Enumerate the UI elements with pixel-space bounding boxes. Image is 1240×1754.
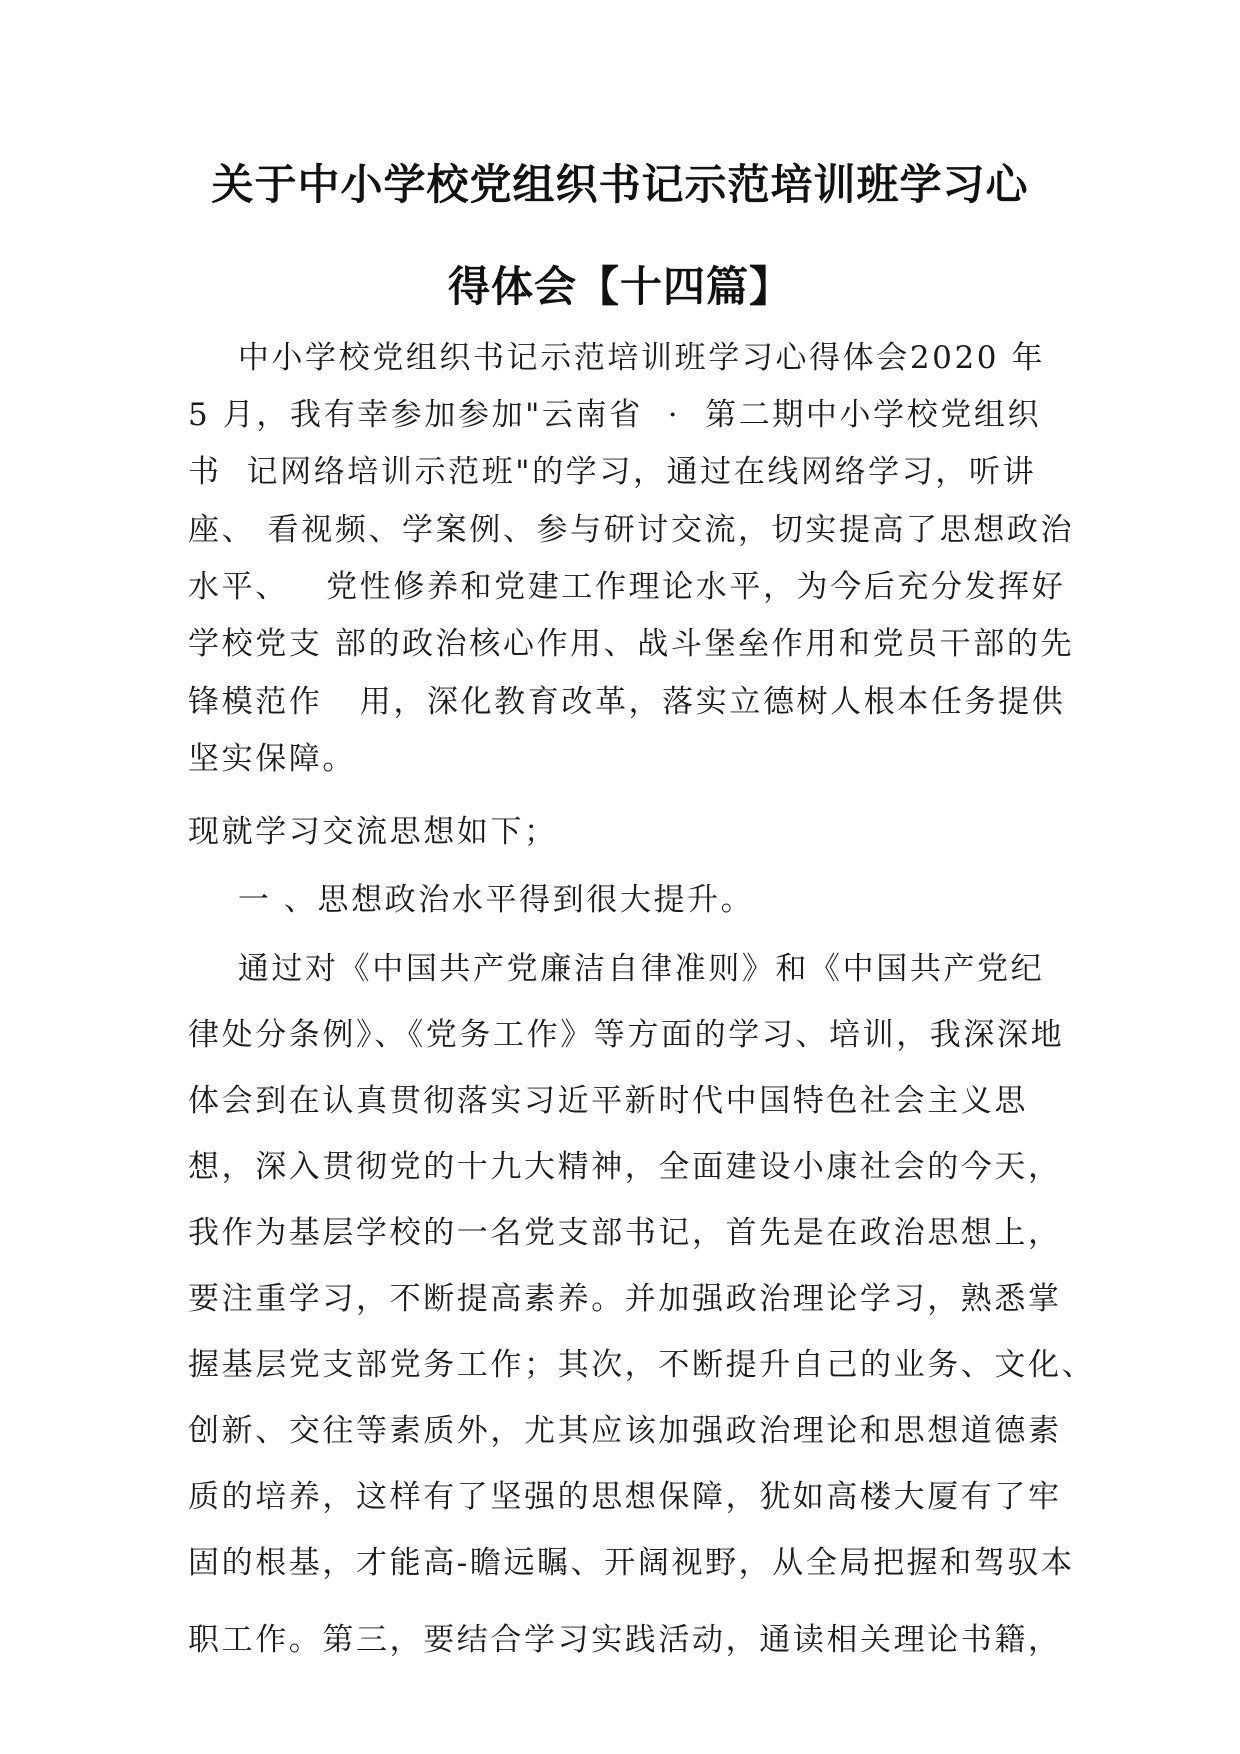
body-line: 要注重学习，不断提高素养。并加强政治理论学习，熟悉掌 bbox=[188, 1281, 1062, 1317]
section-heading: 一 、思想政治水平得到很大提升。 bbox=[188, 882, 755, 918]
body-line: 书 记网络培训示范班"的学习，通过在线网络学习，听讲 bbox=[188, 454, 1037, 490]
body-line: 坚实保障。 bbox=[188, 741, 356, 777]
body-line: 通过对《中国共产党廉洁自律准则》和《中国共产党纪 bbox=[188, 951, 1045, 987]
body-line: 中小学校党组织书记示范培训班学习心得体会2020 年 bbox=[188, 340, 1046, 376]
body-line: 质的培养，这样有了坚强的思想保障，犹如高楼大厦有了牢 bbox=[188, 1479, 1062, 1515]
body-line: 职工作。第三，要结合学习实践活动，通读相关理论书籍， bbox=[188, 1622, 1062, 1658]
body-line: 学校党支 部的政治核心作用、战斗堡垒作用和党员干部的先 bbox=[188, 626, 1075, 662]
body-line: 我作为基层学校的一名党支部书记，首先是在政治思想上， bbox=[188, 1215, 1062, 1251]
body-line: 水平、 党性修养和党建工作理论水平，为今后充分发挥好 bbox=[188, 569, 1066, 605]
body-line: 座、 看视频、学案例、参与研讨交流，切实提高了思想政治 bbox=[188, 512, 1075, 548]
body-line: 体会到在认真贯彻落实习近平新时代中国特色社会主义思 bbox=[188, 1083, 1028, 1119]
body-line: 握基层党支部党务工作；其次，不断提升自己的业务、文化、 bbox=[188, 1347, 1096, 1383]
body-line: 固的根基，才能高-瞻远瞩、开阔视野，从全局把握和驾驭本 bbox=[188, 1545, 1075, 1581]
body-line: 5 月，我有幸参加参加"云南省 · 第二期中小学校党组织 bbox=[188, 397, 1042, 433]
body-line: 现就学习交流思想如下； bbox=[188, 814, 558, 850]
body-line: 律处分条例》、《党务工作》等方面的学习、培训，我深深地 bbox=[188, 1017, 1065, 1053]
body-line: 锋模范作 用，深化教育改革，落实立德树人根本任务提供 bbox=[188, 684, 1066, 720]
body-line: 想，深入贯彻党的十九大精神，全面建设小康社会的今天， bbox=[188, 1149, 1062, 1185]
document-title-line-1: 关于中小学校党组织书记示范培训班学习心 bbox=[211, 160, 1029, 209]
document-title-line-2: 得体会【十四篇】 bbox=[447, 262, 792, 311]
body-line: 创新、交往等素质外，尤其应该加强政治理论和思想道德素 bbox=[188, 1413, 1062, 1449]
